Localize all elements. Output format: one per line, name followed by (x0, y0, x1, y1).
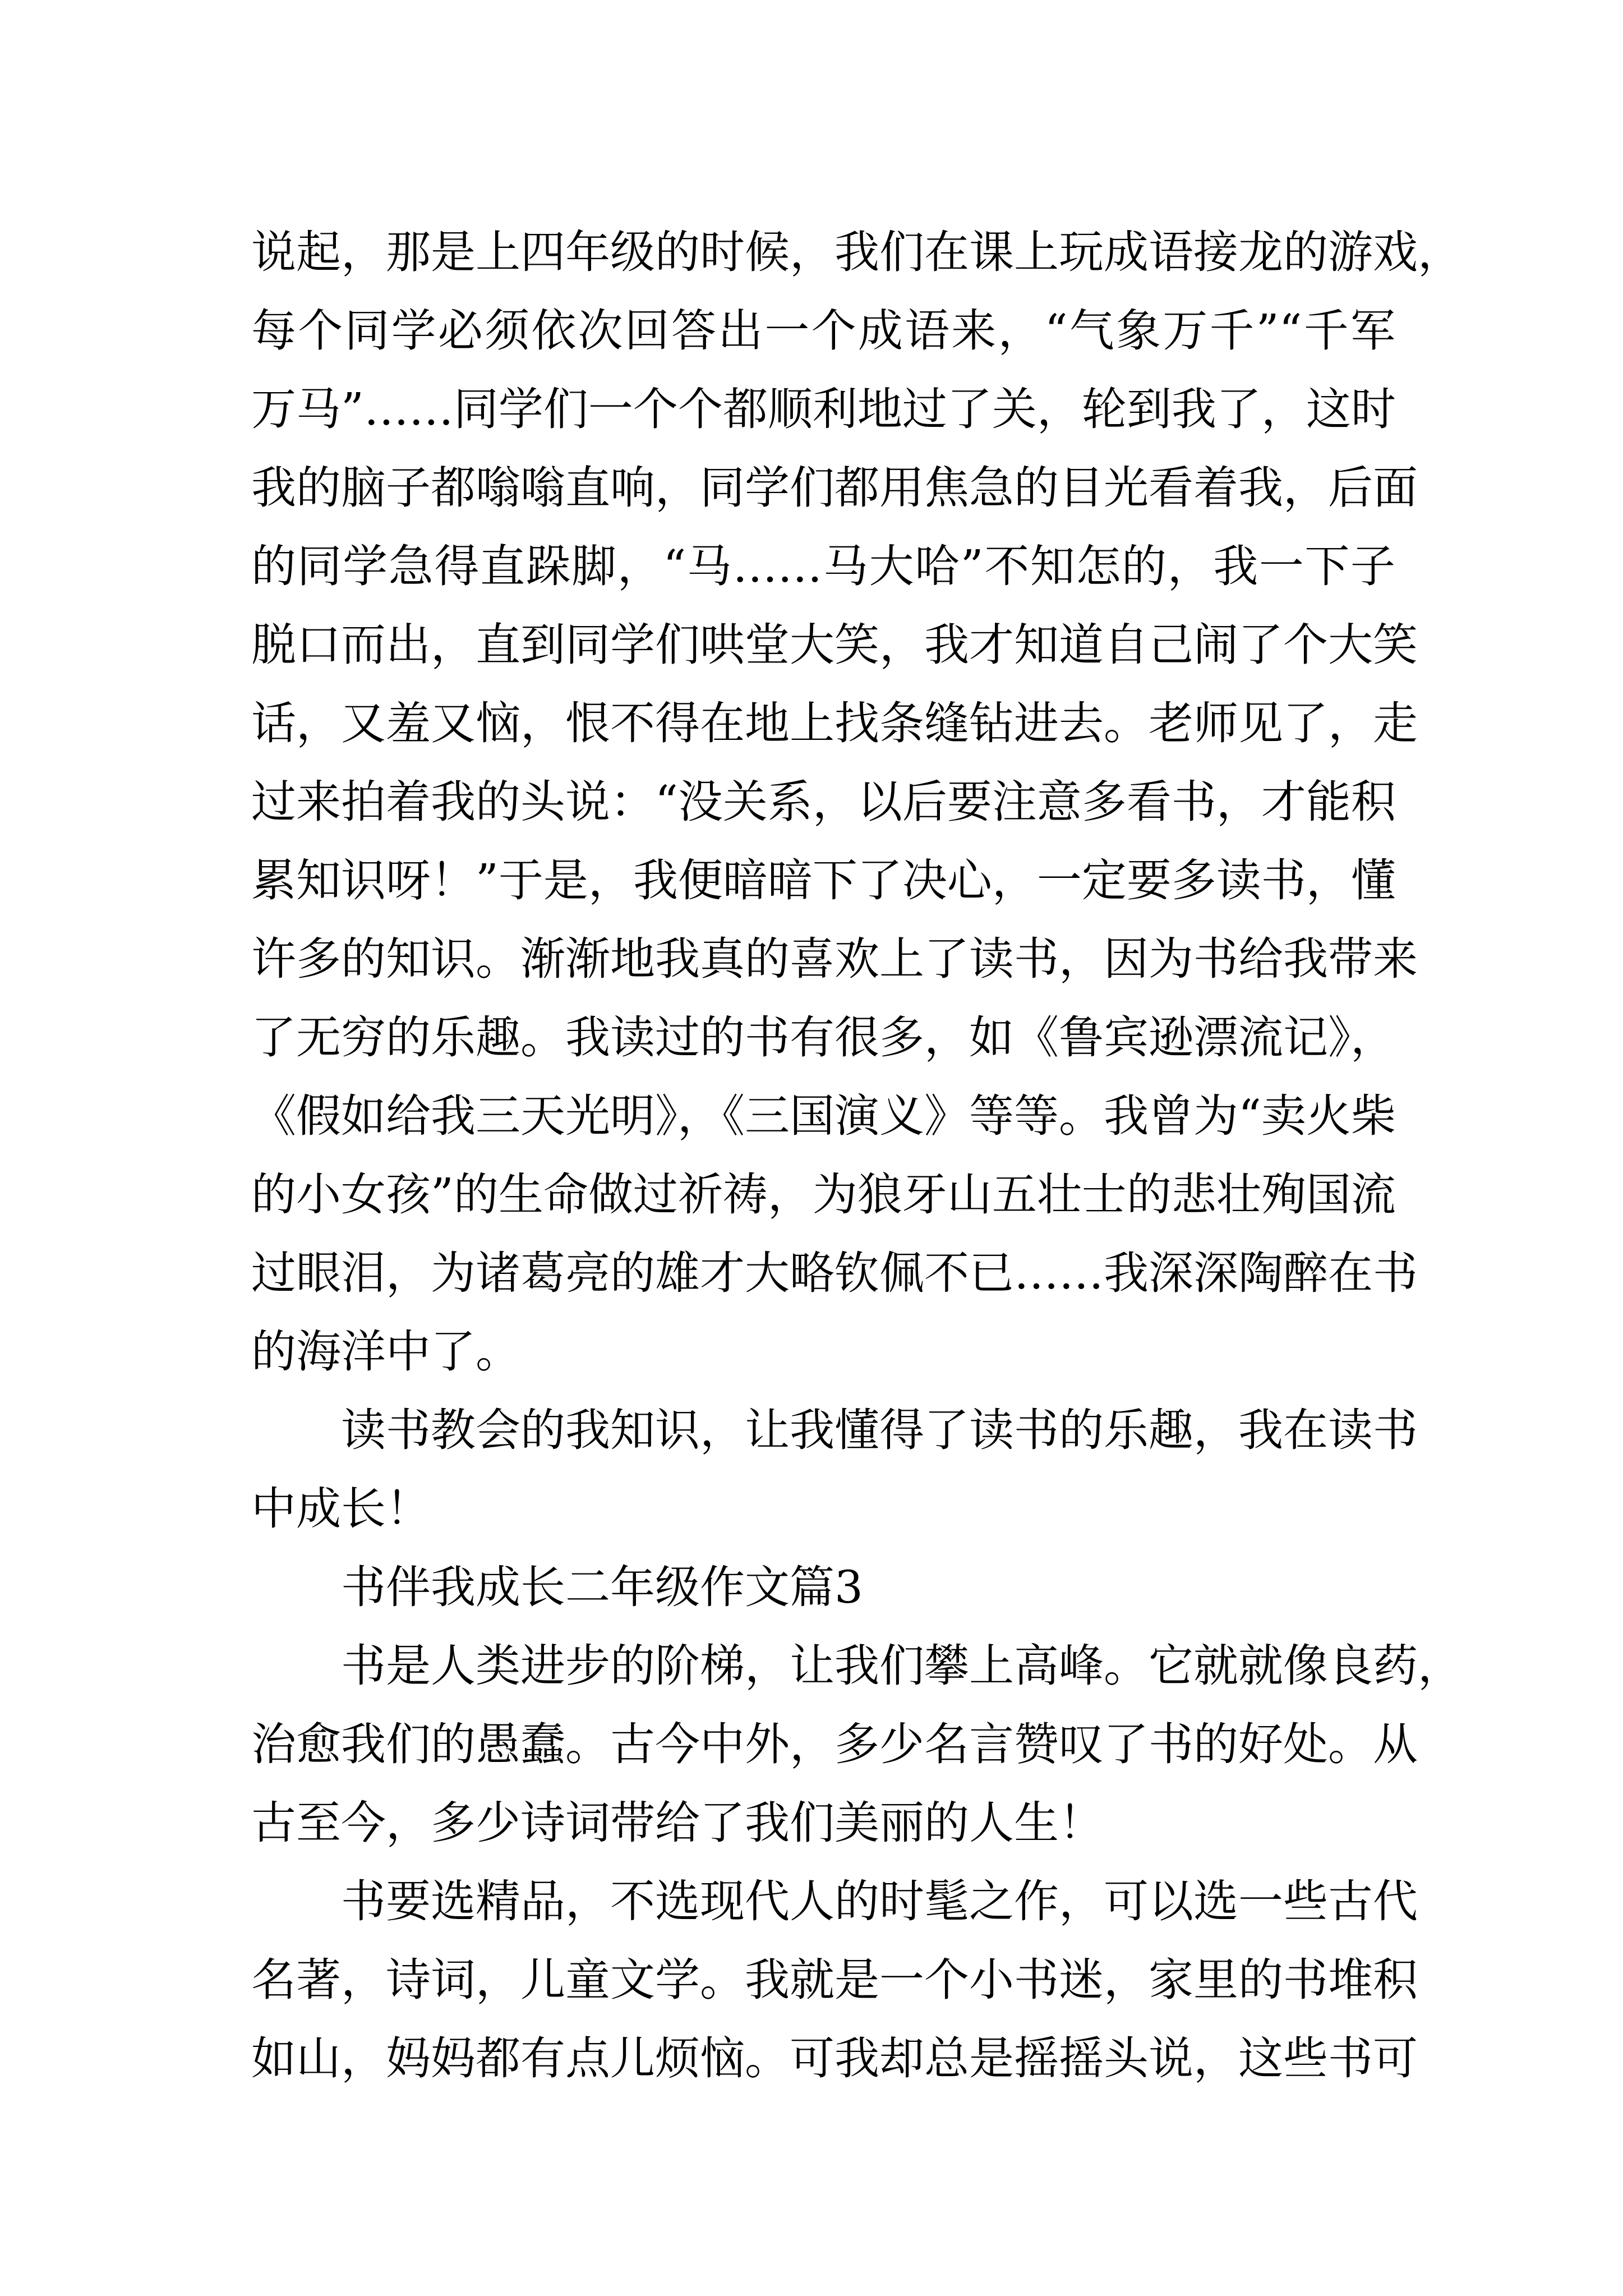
paragraph-3-line: 治愈我们的愚蠢。古今中外，多少名言赞叹了书的好处。从 (251, 1718, 1418, 1770)
paragraph-1-line: 过来拍着我的头说：“没关系，以后要注意多看书，才能积 (251, 776, 1396, 828)
paragraph-1-line: 累知识呀！”于是，我便暗暗下了决心，一定要多读书，懂 (251, 854, 1396, 907)
paragraph-1-line: 说起，那是上四年级的时候，我们在课上玩成语接龙的游戏， (251, 226, 1463, 278)
paragraph-1-line: 我的脑子都嗡嗡直响，同学们都用焦急的目光看着我，后面 (251, 462, 1418, 514)
paragraph-1-line: 的小女孩”的生命做过祈祷，为狼牙山五壮士的悲壮殉国流 (251, 1168, 1396, 1221)
paragraph-1-line: 每个同学必须依次回答出一个成语来，“气象万千”“千军 (251, 305, 1395, 357)
paragraph-4-line: 书要选精品，不选现代人的时髦之作，可以选一些古代 (341, 1875, 1418, 1927)
paragraph-1-line: 过眼泪，为诸葛亮的雄才大略钦佩不已……我深深陶醉在书 (251, 1247, 1418, 1299)
paragraph-2-line: 中成长！ (251, 1483, 431, 1535)
paragraph-1-line: 许多的知识。渐渐地我真的喜欢上了读书，因为书给我带来 (251, 933, 1418, 985)
paragraph-1-line: 《假如给我三天光明》，《三国演义》等等。我曾为“卖火柴 (251, 1090, 1396, 1142)
paragraph-2-line: 读书教会的我知识，让我懂得了读书的乐趣，我在读书 (341, 1404, 1418, 1456)
paragraph-3-line: 古至今，多少诗词带给了我们美丽的人生！ (251, 1797, 1104, 1849)
paragraph-3-line: 书是人类进步的阶梯，让我们攀上高峰。它就就像良药， (341, 1640, 1463, 1692)
document-body (251, 213, 1463, 2098)
paragraph-1-line: 了无穷的乐趣。我读过的书有很多，如《鲁宾逊漂流记》， (251, 1011, 1395, 1064)
paragraph-4-line: 如山，妈妈都有点儿烦恼。可我却总是摇摇头说，这些书可 (251, 2032, 1418, 2085)
paragraph-1-line: 万马”……同学们一个个都顺利地过了关，轮到我了，这时 (251, 383, 1396, 435)
paragraph-1-line: 脱口而出，直到同学们哄堂大笑，我才知道自己闹了个大笑 (251, 619, 1418, 671)
section-heading: 书伴我成长二年级作文篇3 (341, 1561, 863, 1613)
paragraph-1-line: 话，又羞又恼，恨不得在地上找条缝钻进去。老师见了，走 (251, 697, 1418, 749)
paragraph-1-line: 的同学急得直跺脚，“马……马大哈”不知怎的，我一下子 (251, 540, 1395, 592)
paragraph-1-line: 的海洋中了。 (251, 1326, 520, 1378)
paragraph-4-line: 名著，诗词，儿童文学。我就是一个小书迷，家里的书堆积 (251, 1954, 1418, 2006)
